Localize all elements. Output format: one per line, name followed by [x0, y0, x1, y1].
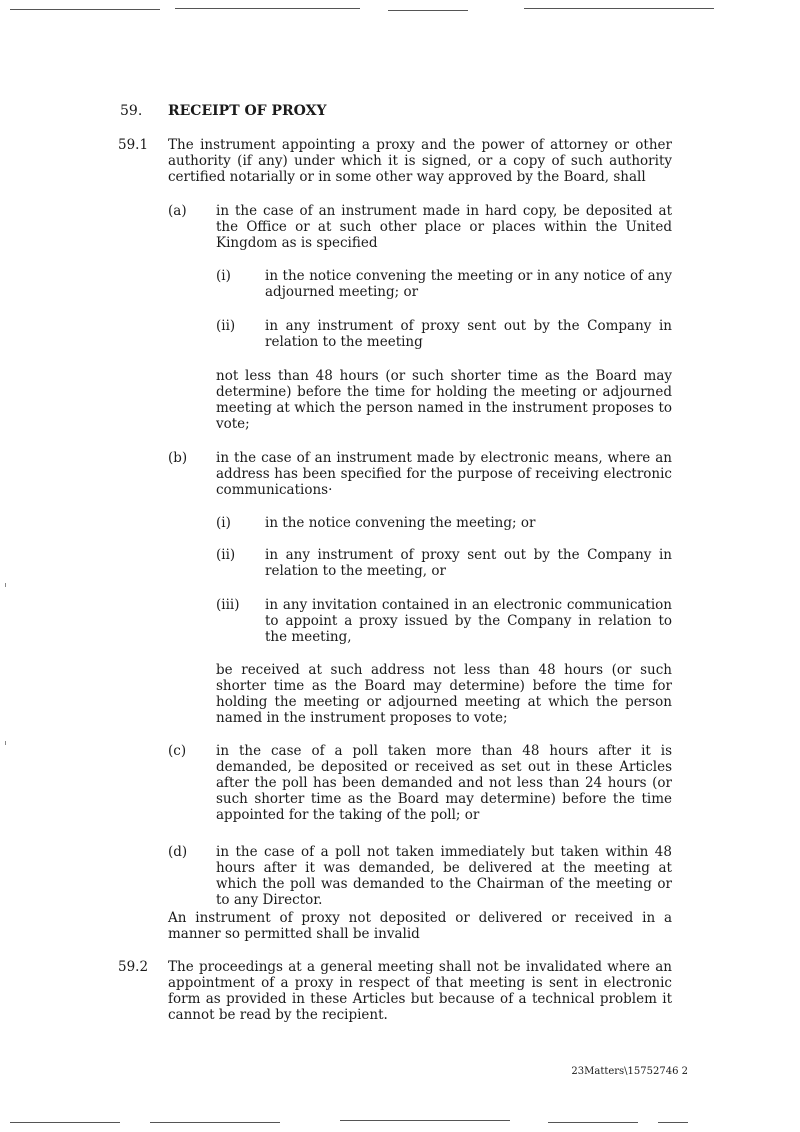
margin-tick-mark	[5, 741, 6, 745]
subitem-text: in any instrument of proxy sent out by the Company in relation to the meeting	[265, 318, 672, 350]
bottom-scan-rule-3	[340, 1120, 510, 1121]
clause-text: The instrument appointing a proxy and the power of attorney or other authority (if any) under which it is signed, or a copy of such authority certified notarially or in some other way approved by the Board, shall	[168, 137, 672, 185]
subitem-text: in any invitation contained in an electronic communication to appoint a proxy issued by the Company in relation to the meeting,	[265, 597, 672, 645]
bottom-scan-rule-4	[548, 1122, 638, 1123]
subitem-label: (iii)	[216, 597, 240, 613]
subitem-text: in the notice convening the meeting; or	[265, 515, 536, 531]
bottom-scan-rule-5	[658, 1122, 688, 1123]
item-text: in the case of a poll taken more than 48 hours after it is demanded, be deposited or received as set out in these Articles after the poll has been demanded and not less than 24 hours (or such shorter time as the Board may determine) before the time appointed for the taking of the poll; or	[216, 743, 672, 823]
bottom-scan-rule-2	[150, 1122, 280, 1123]
clause-number: 59.1	[118, 137, 149, 153]
item-label: (b)	[168, 450, 188, 466]
top-scan-rule-2	[175, 8, 360, 9]
top-scan-rule-4	[524, 8, 714, 9]
subitem-text: in the notice convening the meeting or in any notice of any adjourned meeting; or	[265, 268, 672, 300]
clause-text: The proceedings at a general meeting shall not be invalidated where an appointment of a proxy in respect of that meeting is sent in electronic form as provided in these Articles but because of a technical problem it cannot be read by the recipient.	[168, 959, 672, 1023]
subitem-label: (i)	[216, 268, 231, 284]
clause-number: 59.2	[118, 959, 149, 975]
item-text: in the case of an instrument made in hard copy, be deposited at the Office or at such other place or places within the United Kingdom as is specified	[216, 203, 672, 251]
item-text: in the case of a poll not taken immediately but taken within 48 hours after it was demanded, be delivered at the meeting at which the poll was demanded to the Chairman of the meeting or to any Director.	[216, 844, 672, 908]
bottom-scan-rule-1	[10, 1122, 120, 1123]
item-label: (c)	[168, 743, 187, 759]
section-title: RECEIPT OF PROXY	[168, 103, 327, 119]
clause-closing-text: An instrument of proxy not deposited or delivered or received in a manner so permitted shall be invalid	[168, 910, 672, 942]
section-number: 59.	[120, 103, 143, 119]
item-label: (a)	[168, 203, 187, 219]
subitem-label: (i)	[216, 515, 231, 531]
item-label: (d)	[168, 844, 188, 860]
top-scan-rule-1	[10, 9, 160, 10]
item-text: in the case of an instrument made by electronic means, where an address has been specified for the purpose of receiving electronic communications·	[216, 450, 672, 498]
document-reference: 23Matters\15752746 2	[571, 1066, 688, 1077]
subitem-label: (ii)	[216, 318, 236, 334]
margin-tick-mark	[5, 583, 6, 587]
subitem-label: (ii)	[216, 547, 236, 563]
top-scan-rule-3	[388, 10, 468, 11]
item-tail-text: not less than 48 hours (or such shorter time as the Board may determine) before the time for holding the meeting or adjourned meeting at which the person named in the instrument proposes to vote;	[216, 368, 672, 432]
item-tail-text: be received at such address not less than 48 hours (or such shorter time as the Board may determine) before the time for holding the meeting or adjourned meeting at which the person named in the instrument proposes to vote;	[216, 662, 672, 726]
subitem-text: in any instrument of proxy sent out by the Company in relation to the meeting, or	[265, 547, 672, 579]
